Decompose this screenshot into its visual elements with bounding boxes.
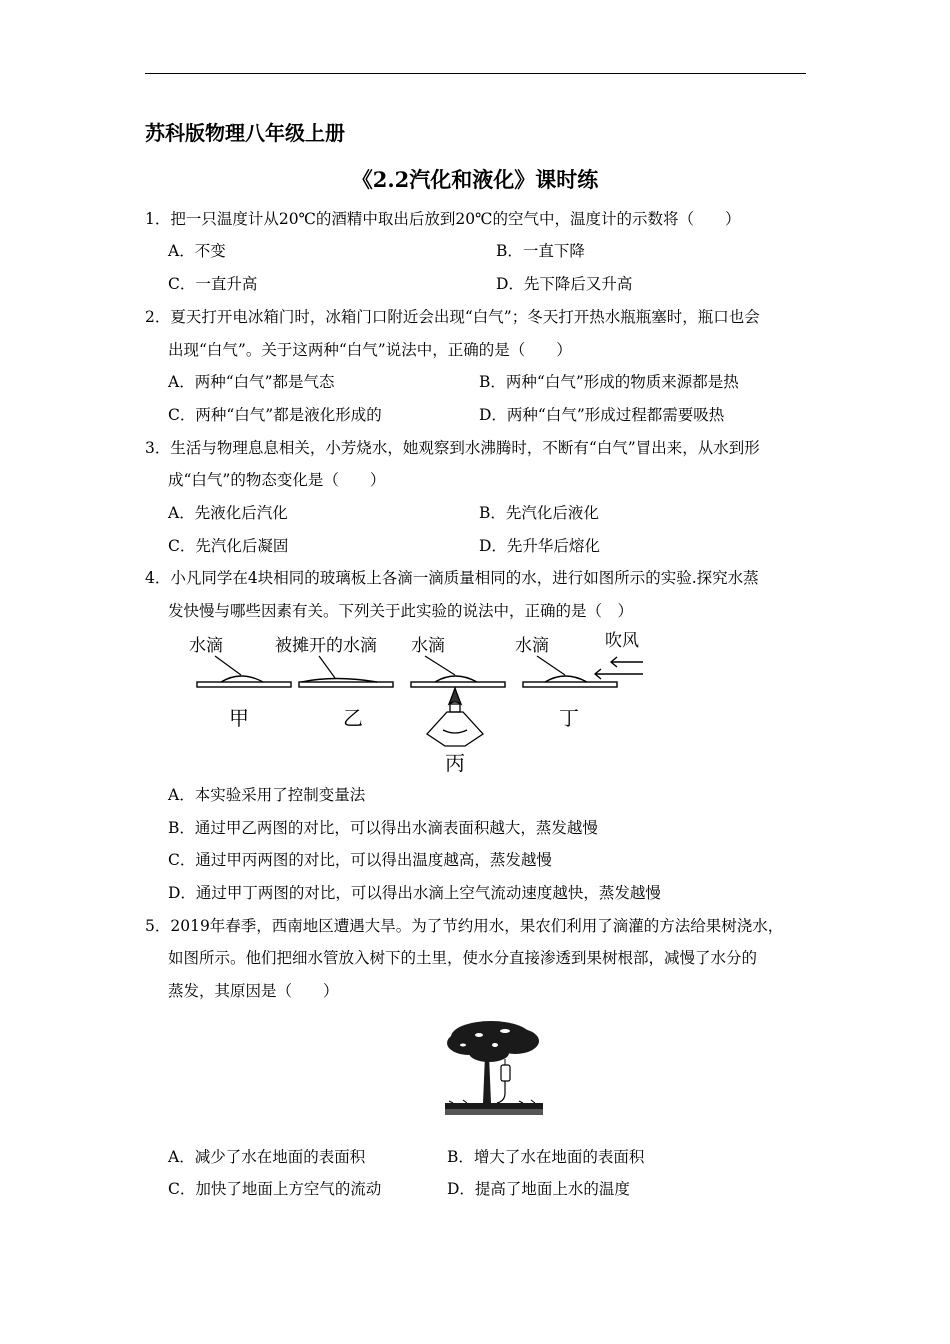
drop-pointer-yi [319, 656, 335, 678]
water-drop-ding [545, 676, 587, 682]
label-jia: 甲 [229, 706, 249, 730]
q4-option-c: C．通过甲丙两图的对比，可以得出温度越高，蒸发越慢 [168, 851, 552, 869]
wick-holder [450, 704, 460, 712]
lamp-body [427, 712, 483, 746]
q1-option-d: D．先下降后又升高 [496, 275, 633, 293]
drip-bottle [501, 1065, 510, 1081]
q3-option-d: D．先升华后熔化 [479, 537, 600, 555]
water-drop-bing [435, 676, 477, 682]
q5-option-c: C．加快了地面上方空气的流动 [168, 1180, 382, 1198]
q1-stem: 1．把一只温度计从20℃的酒精中取出后放到20℃的空气中，温度计的示数将（ ） [145, 210, 741, 228]
water-drop-jia [221, 676, 263, 682]
worksheet-title: 《2.2汽化和液化》课时练 [351, 167, 599, 192]
q2-option-c: C．两种“白气”都是液化形成的 [168, 406, 382, 424]
grass-marks [449, 1100, 535, 1103]
q3-stem-line2: 成“白气”的物态变化是（ ） [168, 471, 386, 489]
q4-option-a: A．本实验采用了控制变量法 [168, 786, 366, 804]
q5-option-a: A．减少了水在地面的表面积 [168, 1148, 366, 1166]
drop-pointer-jia [215, 656, 241, 675]
q1-option-a: A．不变 [168, 242, 226, 260]
q4-stem-line1: 4．小凡同学在4块相同的玻璃板上各滴一滴质量相同的水，进行如图所示的实验.探究水蒸 [145, 569, 759, 587]
label-yi: 乙 [343, 706, 363, 730]
q2-option-a: A．两种“白气”都是气态 [168, 373, 335, 391]
q5-option-b: B．增大了水在地面的表面积 [447, 1148, 645, 1166]
q5-stem-line3: 蒸发，其原因是（ ） [168, 982, 339, 1000]
q2-stem-line2: 出现“白气”。关于这两种“白气”说法中，正确的是（ ） [168, 341, 572, 359]
drop-pointer-bing [425, 656, 455, 675]
label-wind: 吹风 [605, 631, 639, 651]
q5-option-d: D．提高了地面上水的温度 [447, 1180, 630, 1198]
label-ding: 丁 [559, 706, 579, 730]
label-spread-drop: 被摊开的水滴 [275, 636, 377, 656]
q3-option-c: C．先汽化后凝固 [168, 537, 289, 555]
subject-heading: 苏科版物理八年级上册 [145, 121, 345, 145]
drop-pointer-ding [537, 656, 565, 675]
drip-irrigation-tree-figure [443, 1015, 545, 1127]
q2-stem-line1: 2．夏天打开电冰箱门时，冰箱门口附近会出现“白气”；冬天打开热水瓶瓶塞时，瓶口也会 [145, 308, 760, 326]
glass-plate-yi [299, 682, 393, 687]
q1-option-c: C．一直升高 [168, 275, 258, 293]
q1-option-b: B．一直下降 [496, 242, 585, 260]
label-drop-jia: 水滴 [189, 636, 223, 656]
q3-stem-line1: 3．生活与物理息息相关，小芳烧水，她观察到水沸腾时，不断有“白气”冒出来，从水到形 [145, 439, 760, 457]
q4-option-d: D．通过甲丁两图的对比，可以得出水滴上空气流动速度越快，蒸发越慢 [168, 884, 661, 902]
label-drop-ding: 水滴 [515, 636, 549, 656]
drip-tube [497, 1081, 505, 1103]
q3-option-a: A．先液化后汽化 [168, 504, 288, 522]
header-rule [145, 73, 806, 74]
evaporation-experiment-figure [185, 622, 645, 780]
tree-trunk [483, 1055, 491, 1103]
q5-stem-line1: 5．2019年春季，西南地区遭遇大旱。为了节约用水，果农们利用了滴灌的方法给果树浇水， [145, 917, 784, 935]
wind-arrows [595, 657, 643, 679]
q2-option-b: B．两种“白气”形成的物质来源都是热 [479, 373, 739, 391]
glass-plate-jia [197, 682, 291, 687]
q2-option-d: D．两种“白气”形成过程都需要吸热 [479, 406, 725, 424]
lamp-liquid [443, 730, 467, 733]
flame [449, 688, 461, 704]
alcohol-lamp [427, 688, 483, 746]
label-drop-bing: 水滴 [411, 636, 445, 656]
ground-soil [445, 1103, 543, 1109]
ground-lower [445, 1109, 543, 1115]
glass-plate-bing [411, 682, 505, 687]
q4-stem-line2: 发快慢与哪些因素有关。下列关于此实验的说法中，正确的是（ ） [168, 602, 634, 620]
q4-option-b: B．通过甲乙两图的对比，可以得出水滴表面积越大，蒸发越慢 [168, 819, 598, 837]
glass-plate-ding [523, 682, 617, 687]
label-bing: 丙 [445, 751, 465, 775]
tree-canopy [447, 1021, 539, 1062]
q5-stem-line2: 如图所示。他们把细水管放入树下的土里，使水分直接渗透到果树根部，减慢了水分的 [168, 949, 758, 967]
q3-option-b: B．先汽化后液化 [479, 504, 599, 522]
